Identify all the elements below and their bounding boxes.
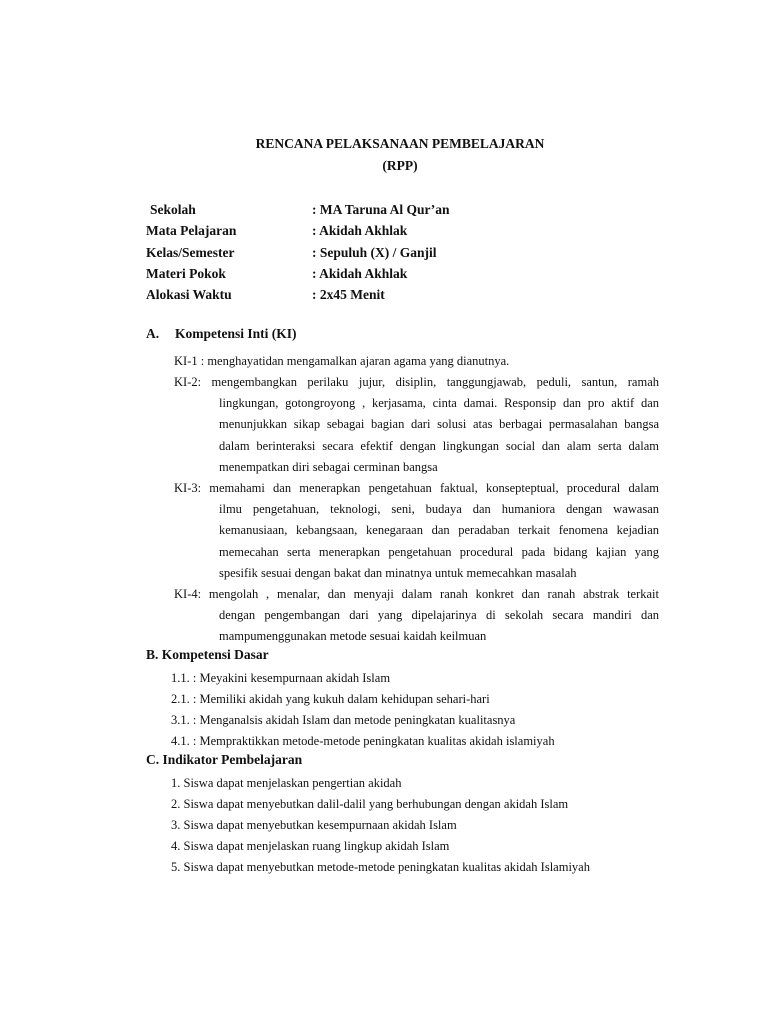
info-label: Alokasi Waktu — [146, 287, 232, 303]
list-item: 2. Siswa dapat menyebutkan dalil-dalil yang berhubungan dengan akidah Islam — [171, 797, 569, 811]
ki-line: kemanusiaan, kebangsaan, kenegaraan dan peradaban terkait fenomena kejadian — [219, 523, 659, 538]
list-item: 1. Siswa dapat menjelaskan pengertian akidah — [171, 776, 402, 790]
ki-4-continuation — [174, 605, 659, 647]
document-subtitle: (RPP) — [382, 158, 418, 173]
ki-line: ilmu pengetahuan, teknologi, seni, budaya dan humaniora dengan wawasan — [219, 502, 659, 517]
ki-3-first-line: KI-3: memahami dan menerapkan pengetahuan faktual, konsepteptual, procedural dalam — [174, 481, 659, 495]
document-title: RENCANA PELAKSANAAN PEMBELAJARAN — [255, 136, 545, 151]
ki-line: mampumenggunakan metode sesuai kaidah keilmuan — [219, 629, 487, 644]
info-label: Sekolah — [150, 202, 196, 217]
list-item: 5. Siswa dapat menyebutkan metode-metode peningkatan kualitas akidah Islamiyah — [171, 860, 590, 874]
ki-line: dengan pengembangan dari yang dipelajarinya di sekolah secara mandiri dan — [219, 608, 659, 623]
list-item: 3. Siswa dapat menyebutkan kesempurnaan akidah Islam — [171, 818, 457, 832]
ki-4 — [174, 584, 659, 648]
ki-line: menunjukkan sikap sebagai bagian dari solusi atas berbagai permasalahan bangsa — [219, 417, 659, 432]
ki-1 — [174, 351, 659, 372]
info-label: Mata Pelajaran — [146, 223, 237, 239]
list-item: 4.1. : Mempraktikkan metode-metode peningkatan kualitas akidah islamiyah — [171, 734, 555, 748]
info-value: : Sepuluh (X) / Ganjil — [312, 244, 437, 260]
list-item: 3.1. : Menganalsis akidah Islam dan metode peningkatan kualitasnya — [171, 713, 516, 727]
ki-3-continuation — [174, 499, 659, 584]
ki-line: spesifik sesuai dengan bakat dan minatnya untuk memecahkan masalah — [219, 565, 577, 580]
info-value: : MA Taruna Al Qur’an — [312, 202, 450, 217]
ki-2 — [174, 372, 659, 478]
section-c-title: C. Indikator Pembelajaran — [146, 752, 303, 767]
kompetensi-dasar-list — [171, 668, 555, 752]
list-item: 4. Siswa dapat menjelaskan ruang lingkup akidah Islam — [171, 839, 450, 853]
info-value: : 2x45 Menit — [312, 287, 385, 303]
ki-line: memecahan serta menerapkan pengetahuan procedural pada bidang kajian yang — [219, 544, 659, 559]
list-item: 1.1. : Meyakini kesempurnaan akidah Islam — [171, 671, 391, 685]
list-item: 2.1. : Memiliki akidah yang kukuh dalam kehidupan sehari-hari — [171, 692, 490, 706]
ki-1-text: KI-1 : menghayatidan mengamalkan ajaran agama yang dianutnya. — [174, 354, 510, 368]
ki-3 — [174, 478, 659, 584]
indikator-list — [171, 773, 590, 878]
info-value: : Akidah Akhlak — [312, 265, 408, 281]
section-b-title: B. Kompetensi Dasar — [146, 647, 269, 662]
ki-2-first-line: KI-2: mengembangkan perilaku jujur, disiplin, tanggungjawab, peduli, santun, ramah — [174, 375, 659, 389]
info-value: : Akidah Akhlak — [312, 223, 408, 239]
ki-line: lingkungan, gotongroyong , kerjasama, cinta damai. Responsip dan pro aktif dan — [219, 396, 659, 411]
info-label: Materi Pokok — [146, 265, 226, 281]
ki-4-first-line: KI-4: mengolah , menalar, dan menyaji dalam ranah konkret dan ranah abstrak terkait — [174, 587, 659, 601]
ki-line: menempatkan diri sebagai cerminan bangsa — [219, 459, 438, 474]
info-label: Kelas/Semester — [146, 244, 235, 260]
ki-line: dalam berinteraksi secara efektif dengan lingkungan social dan alam serta dalam — [219, 438, 659, 453]
ki-2-continuation — [174, 393, 659, 478]
section-a-title: Kompetensi Inti (KI) — [175, 326, 297, 341]
section-a-letter: A. — [146, 326, 160, 341]
